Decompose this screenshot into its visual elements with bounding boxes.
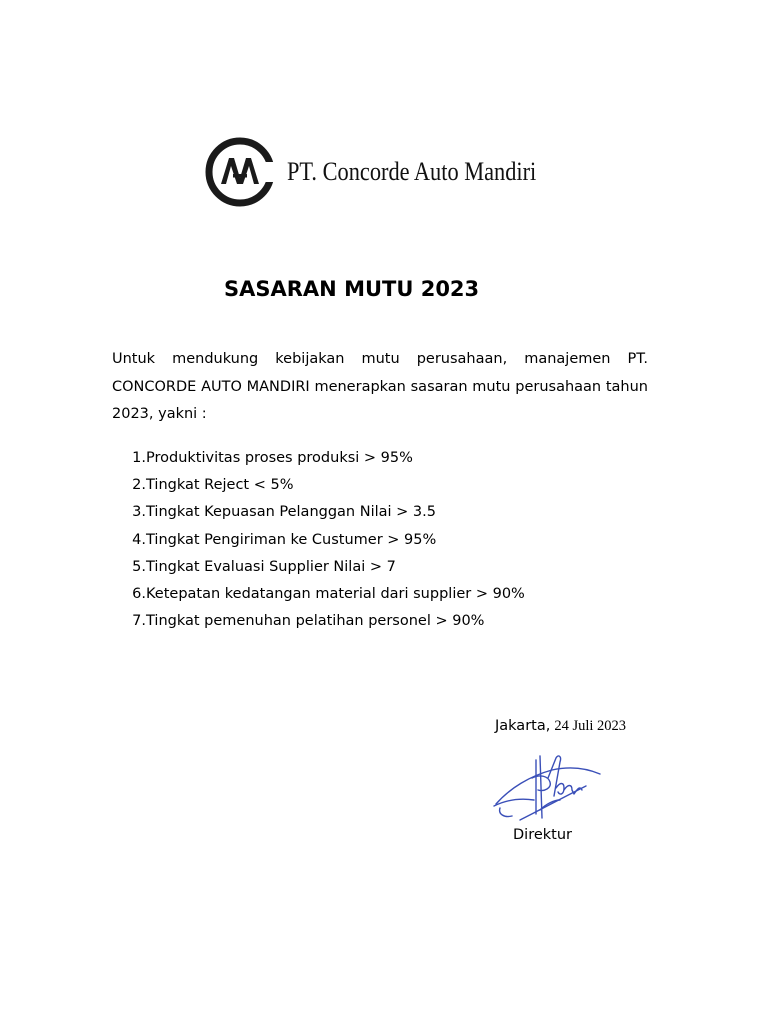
list-item-number: 4.	[132, 531, 146, 548]
list-item	[112, 581, 672, 608]
list-item-text: Tingkat Kepuasan Pelanggan Nilai > 3.5	[146, 504, 436, 521]
list-item-text: Tingkat Evaluasi Supplier Nilai > 7	[146, 558, 396, 575]
signature-icon	[490, 748, 610, 828]
list-item-text: Tingkat Pengiriman ke Custumer > 95%	[146, 531, 437, 548]
list-item-number: 7.	[132, 613, 146, 630]
list-item	[112, 527, 672, 554]
list-item-text: Ketepatan kedatangan material dari supplier > 90%	[146, 585, 525, 602]
list-item-text: Tingkat pemenuhan pelatihan personel > 90%	[146, 613, 485, 630]
letterhead	[205, 136, 577, 208]
signatory-role: Direktur	[513, 827, 572, 843]
date: 24 Juli 2023	[554, 718, 627, 734]
list-item-number: 6.	[132, 585, 146, 602]
list-item-number: 1.	[132, 450, 146, 466]
list-item	[112, 472, 672, 499]
place: Jakarta,	[495, 718, 551, 734]
company-logo-icon	[205, 136, 275, 208]
document-title: SASARAN MUTU 2023	[224, 277, 480, 301]
place-and-date	[495, 718, 626, 735]
list-item-number: 2.	[132, 477, 146, 494]
list-item	[112, 554, 672, 581]
list-item-number: 3.	[132, 504, 146, 521]
quality-goals-list	[112, 445, 672, 635]
list-item	[112, 445, 672, 472]
list-item-text: Tingkat Reject < 5%	[146, 477, 294, 494]
list-item	[112, 499, 672, 526]
company-name: PT. Concorde Auto Mandiri	[287, 157, 537, 186]
list-item	[112, 608, 672, 635]
intro-paragraph: Untuk mendukung kebijakan mutu perusahaan, manajemen PT. CONCORDE AUTO MANDIRI menerapkan sasaran mutu perusahaan tahun 2023, yakni :	[112, 351, 648, 422]
list-item-text: Produktivitas proses produksi > 95%	[146, 450, 413, 466]
list-item-number: 5.	[132, 558, 146, 575]
